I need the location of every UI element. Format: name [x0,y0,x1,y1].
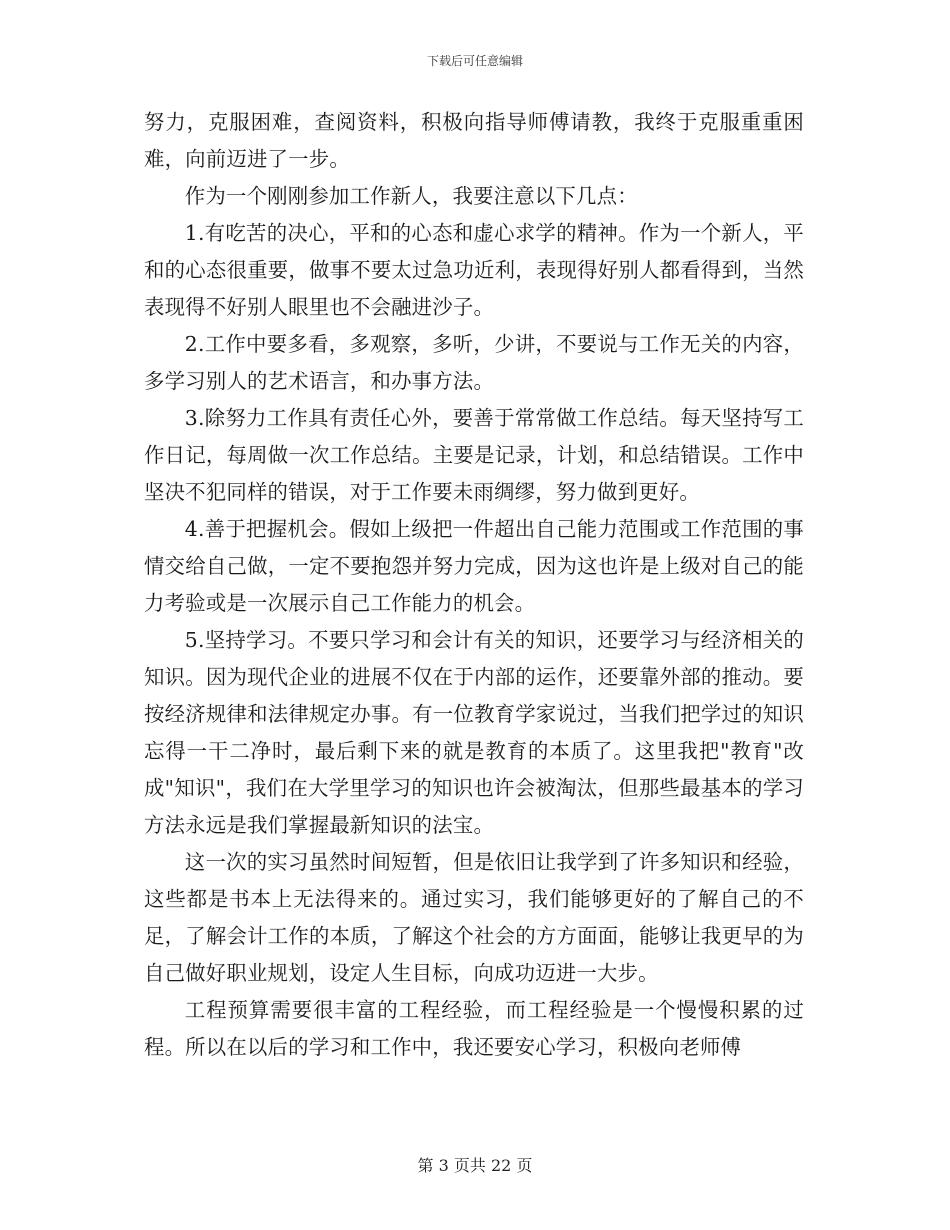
paragraph-summary: 这一次的实习虽然时间短暂，但是依旧让我学到了许多知识和经验，这些都是书本上无法得来的。通过实习，我们能够更好的了解自己的不足，了解会计工作的本质，了解这个社会的方方面面，能够让我更早的为自己做好职业规划，设定人生目标，向成功迈进一大步。 [144,850,804,985]
paragraph-point-5: 5.坚持学习。不要只学习和会计有关的知识，还要学习与经济相关的知识。因为现代企业的进展不仅在于内部的运作，还要靠外部的推动。要按经济规律和法律规定办事。有一位教育学家说过，当我们把学过的知识忘得一干二净时，最后剩下来的就是教育的本质了。这里我把"教育"改成"知识"，我们在大学里学习的知识也许会被淘汰，但那些最基本的学习方法永远是我们掌握最新知识的法宝。 [144,628,804,837]
paragraph-intro: 作为一个刚刚参加工作新人，我要注意以下几点： [184,184,638,208]
paragraph-continuation: 努力，克服困难，查阅资料，积极向指导师傅请教，我终于克服重重困难，向前迈进了一步。 [144,110,804,171]
paragraph-point-2: 2.工作中要多看，多观察，多听，少讲，不要说与工作无关的内容，多学习别人的艺术语言，和办事方法。 [144,332,804,393]
paragraph-point-3: 3.除努力工作具有责任心外，要善于常常做工作总结。每天坚持写工作日记，每周做一次工作总结。主要是记录，计划，和总结错误。工作中坚决不犯同样的错误，对于工作要未雨绸缪，努力做到更好。 [144,406,804,504]
paragraph-point-4: 4.善于把握机会。假如上级把一件超出自己能力范围或工作范围的事情交给自己做，一定不要抱怨并努力完成，因为这也许是上级对自己的能力考验或是一次展示自己工作能力的机会。 [144,517,804,615]
page-header: 下载后可任意编辑 [426,54,523,68]
document-body [144,104,804,1066]
paragraph-closing: 工程预算需要很丰富的工程经验，而工程经验是一个慢慢积累的过程。所以在以后的学习和工作中，我还要安心学习，积极向老师傅 [144,998,804,1059]
paragraph-point-1: 1.有吃苦的决心，平和的心态和虚心求学的精神。作为一个新人，平和的心态很重要，做事不要太过急功近利，表现得好别人都看得到，当然表现得不好别人眼里也不会融进沙子。 [144,221,804,319]
page-number-footer: 第 3 页共 22 页 [417,1156,533,1175]
